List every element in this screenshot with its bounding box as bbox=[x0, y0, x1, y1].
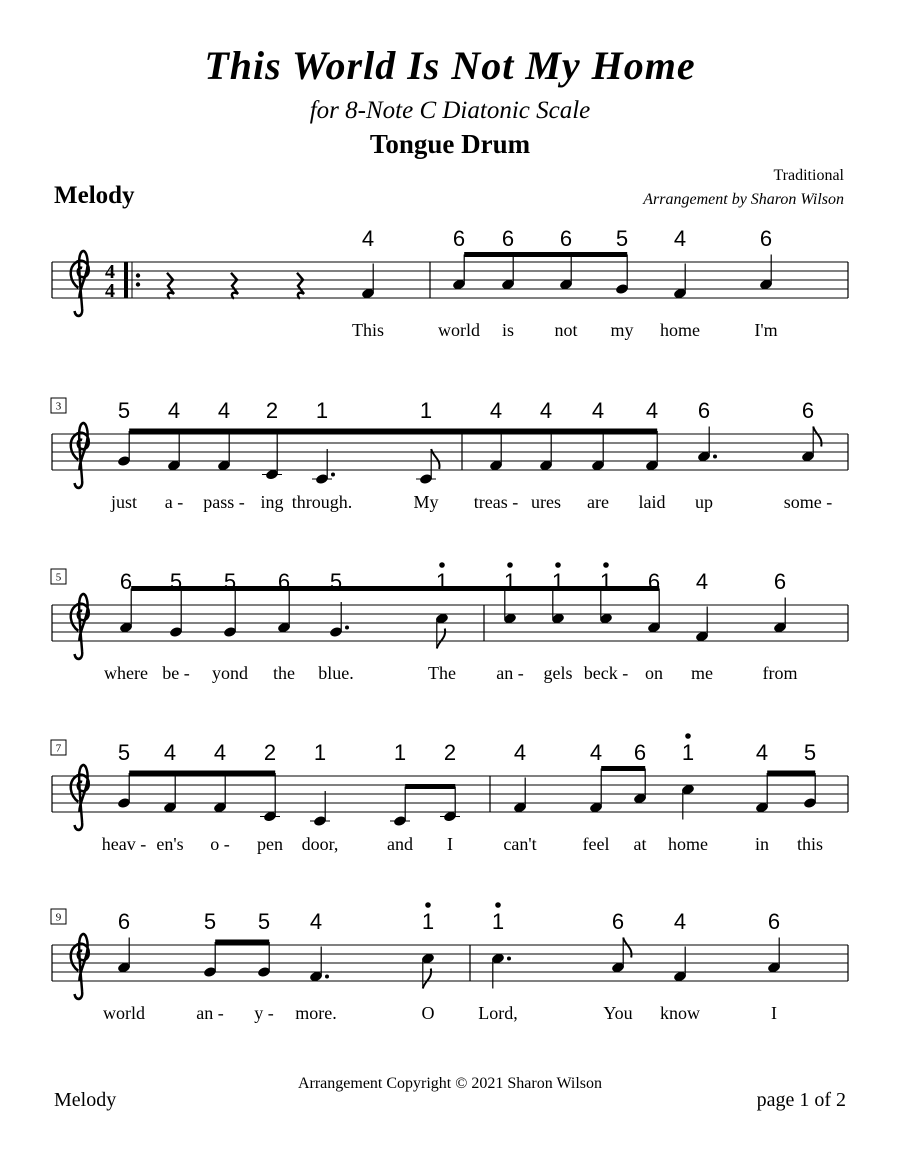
augmentation-dot bbox=[345, 626, 349, 630]
tongue-drum-number: 4 bbox=[673, 909, 687, 934]
lyric-syllable: me bbox=[691, 663, 713, 683]
tongue-drum-number: 6 bbox=[611, 909, 625, 934]
tongue-drum-number: 1 bbox=[435, 569, 449, 594]
tongue-drum-number: 1 bbox=[315, 398, 329, 423]
lyric-syllable: Lord, bbox=[478, 1003, 518, 1023]
measure-number: 3 bbox=[55, 400, 62, 413]
tongue-drum-number: 4 bbox=[695, 569, 709, 594]
lyric-syllable: are bbox=[587, 492, 609, 512]
tongue-drum-number: 5 bbox=[329, 569, 343, 594]
lyric-syllable: I bbox=[447, 834, 453, 854]
tongue-drum-number: 1 bbox=[599, 569, 613, 594]
lyric-syllable: pen bbox=[257, 834, 283, 854]
instrument-name: Tongue Drum bbox=[369, 129, 531, 159]
tongue-drum-number: 4 bbox=[673, 226, 687, 251]
tongue-drum-number: 4 bbox=[589, 740, 603, 765]
lyric-syllable: treas - bbox=[473, 492, 519, 512]
repeat-thick-barline bbox=[124, 262, 128, 298]
tongue-drum-number: 6 bbox=[759, 226, 773, 251]
lyric-syllable: home bbox=[668, 834, 708, 854]
tongue-drum-number: 1 bbox=[681, 740, 695, 765]
lyric-syllable: I'm bbox=[754, 320, 778, 340]
lyric-syllable: up bbox=[695, 492, 713, 512]
lyric-syllable: blue. bbox=[318, 663, 354, 683]
treble-clef-icon bbox=[71, 765, 89, 830]
lyric-syllable: a - bbox=[164, 492, 184, 512]
lyric-syllable: some - bbox=[783, 492, 833, 512]
lyric-syllable: heav - bbox=[101, 834, 147, 854]
tongue-drum-number: 1 bbox=[503, 569, 517, 594]
tongue-drum-number: 4 bbox=[361, 226, 375, 251]
tongue-drum-number: 4 bbox=[513, 740, 527, 765]
measure-number: 7 bbox=[55, 742, 62, 755]
time-signature-top: 4 bbox=[105, 261, 115, 283]
arranger-credit: Arrangement by Sharon Wilson bbox=[643, 191, 844, 208]
song-subtitle: for 8-Note C Diatonic Scale bbox=[309, 97, 591, 124]
lyric-syllable: just bbox=[110, 492, 138, 512]
time-signature-bottom: 4 bbox=[105, 280, 115, 302]
tongue-drum-number: 5 bbox=[117, 740, 131, 765]
tongue-drum-number: 5 bbox=[223, 569, 237, 594]
lyric-syllable: from bbox=[762, 663, 798, 683]
augmentation-dot bbox=[331, 473, 335, 477]
quarter-rest-icon bbox=[167, 273, 174, 299]
tongue-drum-number: 4 bbox=[591, 398, 605, 423]
tongue-drum-number: 1 bbox=[491, 909, 505, 934]
lyric-syllable: O bbox=[421, 1003, 435, 1023]
lyric-syllable: this bbox=[796, 834, 824, 854]
lyric-syllable: the bbox=[273, 663, 295, 683]
quarter-rest-icon bbox=[297, 273, 304, 299]
lyric-syllable: not bbox=[554, 320, 578, 340]
tongue-drum-number: 6 bbox=[767, 909, 781, 934]
quarter-rest-icon bbox=[231, 273, 238, 299]
tongue-drum-number: 6 bbox=[501, 226, 515, 251]
tongue-drum-number: 5 bbox=[803, 740, 817, 765]
tongue-drum-number: 4 bbox=[755, 740, 769, 765]
lyric-syllable: more. bbox=[295, 1003, 337, 1023]
lyric-syllable: can't bbox=[503, 834, 537, 854]
lyric-syllable: The bbox=[428, 663, 456, 683]
lyric-syllable: I bbox=[771, 1003, 777, 1023]
lyric-syllable: This bbox=[351, 320, 385, 340]
lyric-syllable: My bbox=[413, 492, 439, 512]
lyric-syllable: world bbox=[103, 1003, 145, 1023]
tongue-drum-number: 6 bbox=[647, 569, 661, 594]
tongue-drum-number: 6 bbox=[452, 226, 466, 251]
tongue-drum-number: 1 bbox=[393, 740, 407, 765]
repeat-dot bbox=[136, 273, 140, 277]
tongue-drum-number: 6 bbox=[119, 569, 133, 594]
lyric-syllable: door, bbox=[301, 834, 339, 854]
tongue-drum-number: 4 bbox=[645, 398, 659, 423]
augmentation-dot bbox=[713, 455, 717, 459]
tongue-drum-number: 6 bbox=[277, 569, 291, 594]
octave-dot-icon bbox=[425, 902, 431, 908]
staff-system bbox=[51, 733, 848, 854]
tongue-drum-number: 6 bbox=[559, 226, 573, 251]
lyric-syllable: You bbox=[603, 1003, 633, 1023]
footer-part-name: Melody bbox=[54, 1089, 117, 1111]
part-name: Melody bbox=[54, 182, 135, 209]
lyric-syllable: laid bbox=[638, 492, 666, 512]
tongue-drum-number: 5 bbox=[117, 398, 131, 423]
repeat-dot bbox=[136, 282, 140, 286]
treble-clef-icon bbox=[71, 934, 89, 999]
page-number: page 1 of 2 bbox=[756, 1089, 846, 1111]
lyric-syllable: is bbox=[501, 320, 515, 340]
tongue-drum-number: 6 bbox=[801, 398, 815, 423]
lyric-syllable: an - bbox=[196, 1003, 224, 1023]
octave-dot-icon bbox=[507, 562, 513, 568]
tongue-drum-number: 1 bbox=[419, 398, 433, 423]
lyric-syllable: ures bbox=[531, 492, 561, 512]
octave-dot-icon bbox=[439, 562, 445, 568]
tongue-drum-number: 4 bbox=[217, 398, 231, 423]
composer-credit: Traditional bbox=[773, 167, 844, 184]
lyric-syllable: en's bbox=[156, 834, 184, 854]
tongue-drum-number: 4 bbox=[167, 398, 181, 423]
tongue-drum-number: 6 bbox=[117, 909, 131, 934]
tongue-drum-number: 4 bbox=[539, 398, 553, 423]
lyric-syllable: pass - bbox=[203, 492, 245, 512]
octave-dot-icon bbox=[603, 562, 609, 568]
tongue-drum-number: 4 bbox=[163, 740, 177, 765]
lyric-syllable: at bbox=[633, 834, 647, 854]
lyric-syllable: be - bbox=[162, 663, 190, 683]
lyric-syllable: o - bbox=[210, 834, 230, 854]
treble-clef-icon bbox=[71, 423, 89, 488]
lyric-syllable: world bbox=[438, 320, 480, 340]
augmentation-dot bbox=[325, 975, 329, 979]
tongue-drum-number: 2 bbox=[265, 398, 279, 423]
tongue-drum-number: 4 bbox=[309, 909, 323, 934]
tongue-drum-number: 2 bbox=[443, 740, 457, 765]
lyric-syllable: yond bbox=[212, 663, 248, 683]
lyric-syllable: beck - bbox=[583, 663, 629, 683]
treble-clef-icon bbox=[71, 594, 89, 659]
lyric-syllable: ing bbox=[260, 492, 284, 512]
tongue-drum-number: 4 bbox=[489, 398, 503, 423]
song-title: This World Is Not My Home bbox=[204, 43, 696, 88]
tongue-drum-number: 6 bbox=[697, 398, 711, 423]
lyric-syllable: through. bbox=[291, 492, 353, 512]
octave-dot-icon bbox=[555, 562, 561, 568]
octave-dot-icon bbox=[495, 902, 501, 908]
octave-dot-icon bbox=[685, 733, 691, 739]
lyric-syllable: in bbox=[754, 834, 770, 854]
staff-system bbox=[51, 398, 848, 512]
lyric-syllable: gels bbox=[543, 663, 573, 683]
tongue-drum-number: 2 bbox=[263, 740, 277, 765]
tongue-drum-number: 6 bbox=[773, 569, 787, 594]
augmentation-dot bbox=[507, 957, 511, 961]
tongue-drum-number: 1 bbox=[551, 569, 565, 594]
copyright-notice: Arrangement Copyright © 2021 Sharon Wilson bbox=[297, 1075, 603, 1092]
tongue-drum-number: 1 bbox=[313, 740, 327, 765]
tongue-drum-number: 5 bbox=[169, 569, 183, 594]
lyric-syllable: an - bbox=[496, 663, 524, 683]
tongue-drum-number: 5 bbox=[203, 909, 217, 934]
tongue-drum-number: 1 bbox=[421, 909, 435, 934]
lyric-syllable: on bbox=[645, 663, 663, 683]
lyric-syllable: and bbox=[387, 834, 413, 854]
lyric-syllable: feel bbox=[582, 834, 610, 854]
tongue-drum-number: 5 bbox=[257, 909, 271, 934]
staff-system bbox=[51, 562, 848, 683]
tongue-drum-number: 4 bbox=[213, 740, 227, 765]
staff-system bbox=[52, 226, 848, 340]
staff-system bbox=[51, 902, 848, 1023]
tongue-drum-number: 6 bbox=[633, 740, 647, 765]
lyric-syllable: where bbox=[104, 663, 148, 683]
lyric-syllable: y - bbox=[254, 1003, 274, 1023]
lyric-syllable: home bbox=[660, 320, 700, 340]
lyric-syllable: my bbox=[610, 320, 634, 340]
tongue-drum-number: 5 bbox=[615, 226, 629, 251]
measure-number: 9 bbox=[55, 911, 62, 924]
treble-clef-icon bbox=[71, 251, 89, 316]
lyric-syllable: know bbox=[660, 1003, 700, 1023]
measure-number: 5 bbox=[55, 571, 62, 584]
